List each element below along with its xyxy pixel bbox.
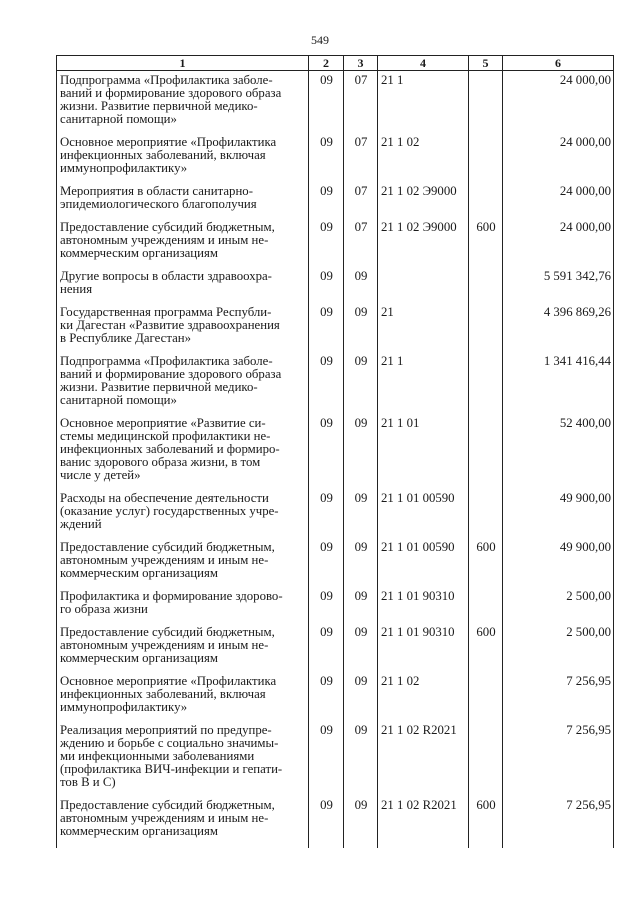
item-name	[57, 71, 309, 137]
table-row	[57, 71, 614, 137]
target-article-code: 21 1 02 Э9000	[378, 221, 469, 270]
section-code: 09	[309, 799, 344, 848]
subsection-code: 09	[344, 724, 378, 799]
item-name-line: коммерческим организациям	[60, 246, 218, 260]
item-name-line: инфекционных заболеваний, включая	[60, 687, 266, 701]
column-header-4: 4	[378, 56, 469, 71]
item-name-line: Предоставление субсидий бюджетным,	[60, 625, 275, 639]
item-name-line: автономным учреждениям и иным не-	[60, 638, 269, 652]
item-name	[57, 355, 309, 417]
subsection-code: 09	[344, 590, 378, 626]
target-article-code: 21 1 02 R2021	[378, 799, 469, 848]
amount: 24 000,00	[503, 71, 614, 137]
item-name-line: жизни. Развитие первичной медико-	[60, 380, 258, 394]
item-name	[57, 675, 309, 724]
expense-type-code: 600	[469, 221, 503, 270]
amount: 24 000,00	[503, 185, 614, 221]
section-code: 09	[309, 136, 344, 185]
item-name-line: ки Дагестан «Развитие здравоохранения	[60, 318, 280, 332]
column-header-2: 2	[309, 56, 344, 71]
item-name-line: нения	[60, 282, 93, 296]
item-name-line: Предоставление субсидий бюджетным,	[60, 540, 275, 554]
section-code: 09	[309, 626, 344, 675]
expense-type-code	[469, 185, 503, 221]
item-name-line: Другие вопросы в области здравоохра-	[60, 269, 272, 283]
item-name-line: Основное мероприятие «Профилактика	[60, 135, 277, 149]
item-name-line: ваний и формирование здорового образа	[60, 367, 282, 381]
table-row	[57, 270, 614, 306]
table-body	[57, 71, 614, 849]
section-code: 09	[309, 221, 344, 270]
item-name-line: коммерческим организациям	[60, 651, 218, 665]
item-name	[57, 724, 309, 799]
target-article-code: 21 1 02 R2021	[378, 724, 469, 799]
item-name-line: автономным учреждениям и иным не-	[60, 233, 269, 247]
item-name-line: санитарной помощи»	[60, 112, 177, 126]
item-name-line: санитарной помощи»	[60, 393, 177, 407]
section-code: 09	[309, 492, 344, 541]
subsection-code: 09	[344, 417, 378, 492]
header-row	[57, 56, 614, 71]
target-article-code: 21 1 02	[378, 675, 469, 724]
item-name-line: Подпрограмма «Профилактика заболе-	[60, 354, 273, 368]
table-row	[57, 492, 614, 541]
item-name	[57, 799, 309, 848]
section-code: 09	[309, 185, 344, 221]
target-article-code: 21 1 02 Э9000	[378, 185, 469, 221]
amount: 7 256,95	[503, 675, 614, 724]
amount: 2 500,00	[503, 626, 614, 675]
expense-type-code: 600	[469, 541, 503, 590]
target-article-code: 21	[378, 306, 469, 355]
amount: 2 500,00	[503, 590, 614, 626]
expense-type-code	[469, 136, 503, 185]
target-article-code: 21 1 01 90310	[378, 626, 469, 675]
item-name-line: числе у детей»	[60, 468, 141, 482]
page-number: 549	[311, 33, 329, 47]
item-name-line: Основное мероприятие «Профилактика	[60, 674, 277, 688]
amount: 7 256,95	[503, 799, 614, 848]
table-row	[57, 590, 614, 626]
expense-type-code	[469, 306, 503, 355]
subsection-code: 09	[344, 626, 378, 675]
table-row	[57, 799, 614, 848]
section-code: 09	[309, 724, 344, 799]
amount: 1 341 416,44	[503, 355, 614, 417]
item-name-line: в Республике Дагестан»	[60, 331, 191, 345]
amount: 7 256,95	[503, 724, 614, 799]
expense-type-code	[469, 675, 503, 724]
column-header-1: 1	[57, 56, 309, 71]
budget-table	[56, 55, 614, 848]
section-code: 09	[309, 71, 344, 137]
expense-type-code	[469, 355, 503, 417]
subsection-code: 09	[344, 541, 378, 590]
item-name-line: Подпрограмма «Профилактика заболе-	[60, 73, 273, 87]
amount: 49 900,00	[503, 541, 614, 590]
item-name	[57, 221, 309, 270]
item-name-line: Реализация мероприятий по предупре-	[60, 723, 272, 737]
item-name-line: иммунопрофилактику»	[60, 161, 188, 175]
subsection-code: 09	[344, 675, 378, 724]
item-name-line: автономным учреждениям и иным не-	[60, 811, 269, 825]
item-name-line: (профилактика ВИЧ-инфекции и гепати-	[60, 762, 283, 776]
table-row	[57, 355, 614, 417]
target-article-code: 21 1 01 90310	[378, 590, 469, 626]
expense-type-code	[469, 270, 503, 306]
subsection-code: 07	[344, 185, 378, 221]
item-name-line: ваний и формирование здорового образа	[60, 86, 282, 100]
target-article-code: 21 1 02	[378, 136, 469, 185]
target-article-code: 21 1 01 00590	[378, 541, 469, 590]
item-name-line: Расходы на обеспечение деятельности	[60, 491, 269, 505]
expense-type-code	[469, 590, 503, 626]
amount: 5 591 342,76	[503, 270, 614, 306]
amount: 52 400,00	[503, 417, 614, 492]
subsection-code: 07	[344, 221, 378, 270]
table-row	[57, 417, 614, 492]
table-row	[57, 185, 614, 221]
subsection-code: 07	[344, 71, 378, 137]
item-name-line: иммунопрофилактику»	[60, 700, 188, 714]
amount: 24 000,00	[503, 136, 614, 185]
expense-type-code	[469, 71, 503, 137]
section-code: 09	[309, 355, 344, 417]
expense-type-code: 600	[469, 626, 503, 675]
subsection-code: 09	[344, 355, 378, 417]
item-name	[57, 590, 309, 626]
amount: 4 396 869,26	[503, 306, 614, 355]
table-row	[57, 675, 614, 724]
item-name	[57, 270, 309, 306]
target-article-code: 21 1 01 00590	[378, 492, 469, 541]
expense-type-code	[469, 492, 503, 541]
column-header-6: 6	[503, 56, 614, 71]
item-name-line: Основное мероприятие «Развитие си-	[60, 416, 266, 430]
item-name-line: стемы медицинской профилактики не-	[60, 429, 271, 443]
item-name-line: го образа жизни	[60, 602, 148, 616]
item-name-line: ждений	[60, 517, 102, 531]
item-name-line: автономным учреждениям и иным не-	[60, 553, 269, 567]
expense-type-code: 600	[469, 799, 503, 848]
item-name	[57, 492, 309, 541]
table-row	[57, 541, 614, 590]
item-name-line: инфекционных заболеваний и формиро-	[60, 442, 280, 456]
item-name-line: Государственная программа Республи-	[60, 305, 272, 319]
item-name-line: ждению и борьбе с социально значимы-	[60, 736, 279, 750]
subsection-code: 09	[344, 492, 378, 541]
column-header-3: 3	[344, 56, 378, 71]
item-name-line: инфекционных заболеваний, включая	[60, 148, 266, 162]
item-name-line: эпидемиологического благополучия	[60, 197, 257, 211]
item-name-line: тов В и С)	[60, 775, 116, 789]
table-row	[57, 626, 614, 675]
table-row	[57, 221, 614, 270]
subsection-code: 09	[344, 270, 378, 306]
item-name-line: ми инфекционными заболеваниями	[60, 749, 255, 763]
amount: 24 000,00	[503, 221, 614, 270]
subsection-code: 09	[344, 306, 378, 355]
section-code: 09	[309, 417, 344, 492]
target-article-code: 21 1	[378, 71, 469, 137]
item-name	[57, 185, 309, 221]
section-code: 09	[309, 270, 344, 306]
item-name-line: Предоставление субсидий бюджетным,	[60, 798, 275, 812]
item-name-line: коммерческим организациям	[60, 824, 218, 838]
item-name-line: Предоставление субсидий бюджетным,	[60, 220, 275, 234]
expense-type-code	[469, 724, 503, 799]
table-row	[57, 306, 614, 355]
subsection-code: 07	[344, 136, 378, 185]
item-name	[57, 541, 309, 590]
item-name-line: Профилактика и формирование здорово-	[60, 589, 283, 603]
table-row	[57, 724, 614, 799]
subsection-code: 09	[344, 799, 378, 848]
section-code: 09	[309, 541, 344, 590]
target-article-code: 21 1 01	[378, 417, 469, 492]
section-code: 09	[309, 590, 344, 626]
section-code: 09	[309, 675, 344, 724]
expense-type-code	[469, 417, 503, 492]
target-article-code: 21 1	[378, 355, 469, 417]
amount: 49 900,00	[503, 492, 614, 541]
item-name-line: коммерческим организациям	[60, 566, 218, 580]
section-code: 09	[309, 306, 344, 355]
item-name	[57, 306, 309, 355]
item-name-line: жизни. Развитие первичной медико-	[60, 99, 258, 113]
item-name	[57, 626, 309, 675]
item-name	[57, 417, 309, 492]
table-row	[57, 136, 614, 185]
item-name	[57, 136, 309, 185]
target-article-code	[378, 270, 469, 306]
item-name-line: Мероприятия в области санитарно-	[60, 184, 253, 198]
item-name-line: (оказание услуг) государственных учре-	[60, 504, 279, 518]
item-name-line: ванис здорового образа жизни, в том	[60, 455, 261, 469]
column-header-5: 5	[469, 56, 503, 71]
